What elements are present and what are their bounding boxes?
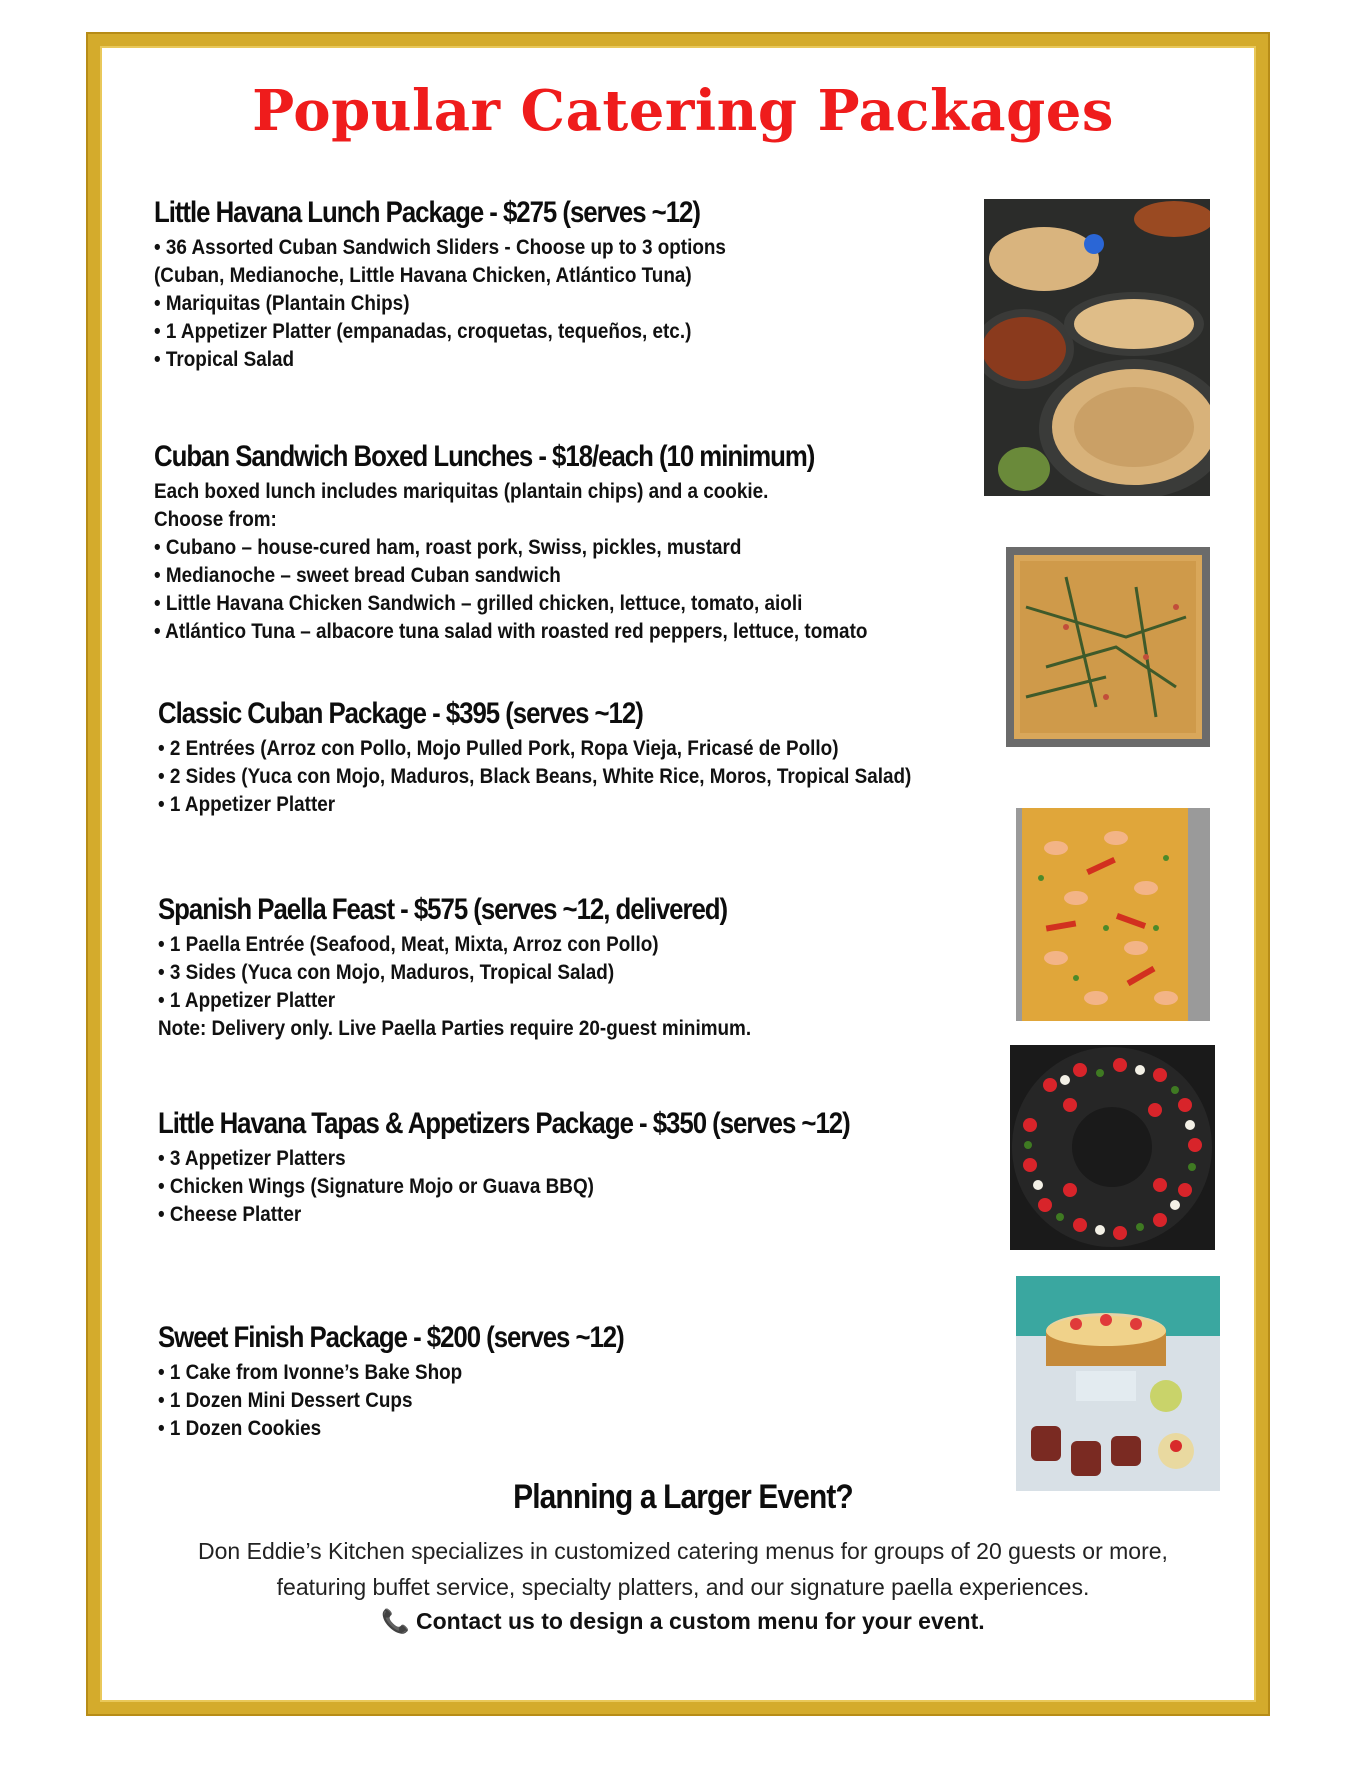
package-boxed-lunches (154, 440, 1034, 646)
package-line: • 1 Cake from Ivonne’s Bake Shop (158, 1361, 463, 1384)
empanada-platters-photo (984, 199, 1210, 496)
package-line: • 1 Dozen Mini Dessert Cups (158, 1389, 413, 1412)
package-line: • 2 Entrées (Arroz con Pollo, Mojo Pulled Pork, Ropa Vieja, Fricasé de Pollo) (158, 737, 839, 760)
paella-photo (1016, 808, 1210, 1021)
package-heading: Little Havana Lunch Package - $275 (serves ~12) (154, 196, 700, 229)
package-line: • 1 Dozen Cookies (158, 1417, 322, 1440)
contact-text: Contact us to design a custom menu for your event. (415, 1608, 985, 1634)
package-line: • 1 Paella Entrée (Seafood, Meat, Mixta, Arroz con Pollo) (158, 933, 659, 956)
package-line: Note: Delivery only. Live Paella Parties require 20-guest minimum. (158, 1017, 752, 1040)
package-line: • 36 Assorted Cuban Sandwich Sliders - Choose up to 3 options (154, 236, 726, 259)
package-line: • 2 Sides (Yuca con Mojo, Maduros, Black Beans, White Rice, Moros, Tropical Salad) (158, 765, 912, 788)
package-tapas-appetizers (158, 1107, 1038, 1229)
package-line: • Atlántico Tuna – albacore tuna salad with roasted red peppers, lettuce, tomato (154, 620, 868, 643)
page-title: Popular Catering Packages (252, 78, 1114, 144)
package-line: • Cubano – house-cured ham, roast pork, Swiss, pickles, mustard (154, 536, 742, 559)
package-line: • Little Havana Chicken Sandwich – grilled chicken, lettuce, tomato, aioli (154, 592, 803, 615)
caprese-skewers-photo (1010, 1045, 1215, 1250)
package-paella-feast (158, 893, 1038, 1043)
package-little-havana-lunch (154, 196, 1034, 374)
package-heading: Spanish Paella Feast - $575 (serves ~12, delivered) (158, 893, 728, 926)
package-line: • 1 Appetizer Platter (empanadas, croquetas, tequeños, etc.) (154, 320, 692, 343)
larger-event-heading: Planning a Larger Event? (513, 1478, 853, 1516)
package-heading: Cuban Sandwich Boxed Lunches - $18/each (10 minimum) (154, 440, 815, 473)
package-line: (Cuban, Medianoche, Little Havana Chicken, Atlántico Tuna) (154, 264, 692, 287)
arroz-con-pollo-photo (1006, 547, 1210, 747)
package-line: • Cheese Platter (158, 1203, 302, 1226)
package-heading: Little Havana Tapas & Appetizers Package - $350 (serves ~12) (158, 1107, 850, 1140)
package-line: • 3 Sides (Yuca con Mojo, Maduros, Tropical Salad) (158, 961, 615, 984)
package-line: Choose from: (154, 508, 277, 531)
dessert-table-photo (1016, 1276, 1220, 1491)
phone-icon: 📞 (381, 1608, 410, 1634)
package-line: Each boxed lunch includes mariquitas (plantain chips) and a cookie. (154, 480, 769, 503)
footer-description-line2: featuring buffet service, specialty platters, and our signature paella experiences. (276, 1574, 1090, 1600)
package-line: • 3 Appetizer Platters (158, 1147, 346, 1170)
footer-description-line1: Don Eddie’s Kitchen specializes in customized catering menus for groups of 20 guests or more, (198, 1538, 1168, 1564)
package-heading: Classic Cuban Package - $395 (serves ~12) (158, 697, 643, 730)
package-line: • 1 Appetizer Platter (158, 793, 336, 816)
package-heading: Sweet Finish Package - $200 (serves ~12) (158, 1321, 624, 1354)
package-line: • Tropical Salad (154, 348, 295, 371)
package-line: • 1 Appetizer Platter (158, 989, 336, 1012)
package-sweet-finish (158, 1321, 1038, 1443)
package-classic-cuban (158, 697, 1038, 819)
package-line: • Mariquitas (Plantain Chips) (154, 292, 410, 315)
package-line: • Chicken Wings (Signature Mojo or Guava BBQ) (158, 1175, 594, 1198)
package-line: • Medianoche – sweet bread Cuban sandwich (154, 564, 561, 587)
contact-line (0, 1608, 1366, 1635)
